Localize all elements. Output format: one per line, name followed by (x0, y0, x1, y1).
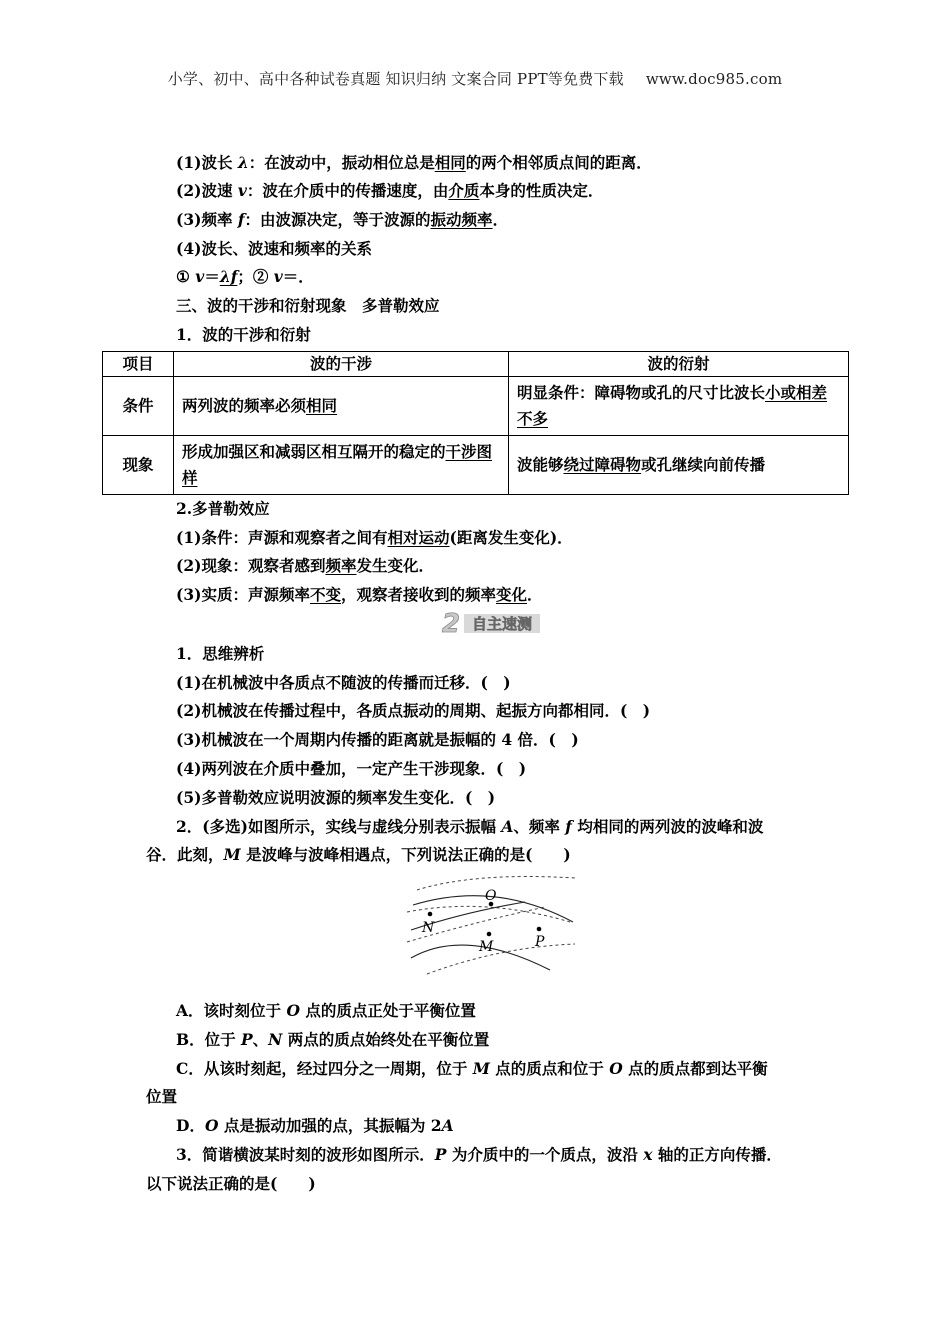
subsection-title: 1．波的干涉和衍射 (176, 325, 311, 344)
q1-item: (5)多普勒效应说明波源的频率发生变化．( ) (176, 788, 496, 807)
point-p (537, 927, 542, 932)
doppler-condition: (1)条件：声源和观察者之间有相对运动(距离发生变化)． (176, 528, 573, 547)
answer-blank: 介质 (448, 181, 480, 200)
frequency-line: (3)频率 f：由波源决定，等于波源的振动频率． (176, 210, 509, 229)
speed-line: (2)波速 v：波在介质中的传播速度，由介质本身的性质决定． (176, 181, 604, 200)
row-label: 条件 (103, 377, 174, 436)
table-cell: 波能够绕过障碍物或孔继续向前传播 (509, 436, 849, 495)
table-cell: 明显条件：障碍物或孔的尺寸比波长小或相差不多 (509, 377, 849, 436)
table-row (103, 436, 849, 495)
q3-stem-1: 3．简谐横波某时刻的波形如图所示．P 为介质中的一个质点，波沿 x 轴的正方向传播． (176, 1145, 782, 1164)
label-m: M (479, 939, 494, 955)
label-o: O (485, 888, 497, 904)
q1-item: (1)在机械波中各质点不随波的传播而迁移．( ) (176, 673, 511, 692)
answer-blank: 振动频率 (430, 210, 493, 229)
q2-stem-2: 谷．此刻，M 是波峰与波峰相遇点，下列说法正确的是( ) (146, 845, 571, 864)
table-cell: 两列波的频率必须相同 (174, 377, 509, 436)
page-header (0, 68, 950, 89)
table-row (103, 377, 849, 436)
q1-item: (2)机械波在传播过程中，各质点振动的周期、起振方向都相同．( ) (176, 701, 651, 720)
option-b: B．位于 P、N 两点的质点始终处在平衡位置 (176, 1030, 490, 1049)
table-header: 波的衍射 (509, 352, 849, 377)
label-n: N (422, 920, 435, 936)
q3-stem-2: 以下说法正确的是( ) (146, 1174, 316, 1193)
q1-item: (4)两列波在介质中叠加，一定产生干涉现象．( ) (176, 759, 527, 778)
row-label: 现象 (103, 436, 174, 495)
section-banner (440, 608, 542, 636)
doppler-title: 2.多普勒效应 (176, 499, 270, 518)
q2-stem-1: 2．(多选)如图所示，实线与虚线分别表示振幅 A、频率 f 均相同的两列波的波峰和波 (176, 817, 764, 836)
label-p: P (535, 934, 545, 950)
banner-label: 自主速测 (471, 615, 533, 633)
wavelength-line: (1)波长 λ：在波动中，振动相位总是相同的两个相邻质点间的距离． (176, 153, 652, 172)
q1-title: 1．思维辨析 (176, 644, 265, 663)
relation-formula: ① v＝λf；② v＝． (176, 267, 314, 286)
wave-interference-figure (405, 872, 577, 992)
section-title: 三、波的干涉和衍射现象 多普勒效应 (176, 296, 440, 315)
point-n (428, 912, 433, 917)
doppler-essence: (3)实质：声源频率不变，观察者接收到的频率变化． (176, 585, 543, 604)
comparison-table (102, 351, 849, 495)
relation-title: (4)波长、波速和频率的关系 (176, 239, 372, 258)
table-cell: 形成加强区和减弱区相互隔开的稳定的干涉图样 (174, 436, 509, 495)
option-c-cont: 位置 (146, 1087, 178, 1106)
option-a: A．该时刻位于 O 点的质点正处于平衡位置 (176, 1001, 476, 1020)
answer-blank: 相同 (434, 153, 466, 172)
option-c: C．从该时刻起，经过四分之一周期，位于 M 点的质点和位于 O 点的质点都到达平衡 (176, 1059, 768, 1078)
table-header-row (103, 352, 849, 377)
table-header: 波的干涉 (174, 352, 509, 377)
header-site: www.doc985.com (645, 70, 783, 88)
banner-number: 2 (442, 609, 461, 636)
q1-item: (3)机械波在一个周期内传播的距离就是振幅的 4 倍．( ) (176, 730, 579, 749)
table-header: 项目 (103, 352, 174, 377)
point-m (487, 932, 492, 937)
doppler-phenomenon: (2)现象：观察者感到频率发生变化． (176, 556, 434, 575)
header-text: 小学、初中、高中各种试卷真题 知识归纳 文案合同 PPT等免费下载 (167, 70, 624, 88)
option-d: D．O 点是振动加强的点，其振幅为 2A (176, 1116, 454, 1135)
trough-line (427, 944, 575, 974)
